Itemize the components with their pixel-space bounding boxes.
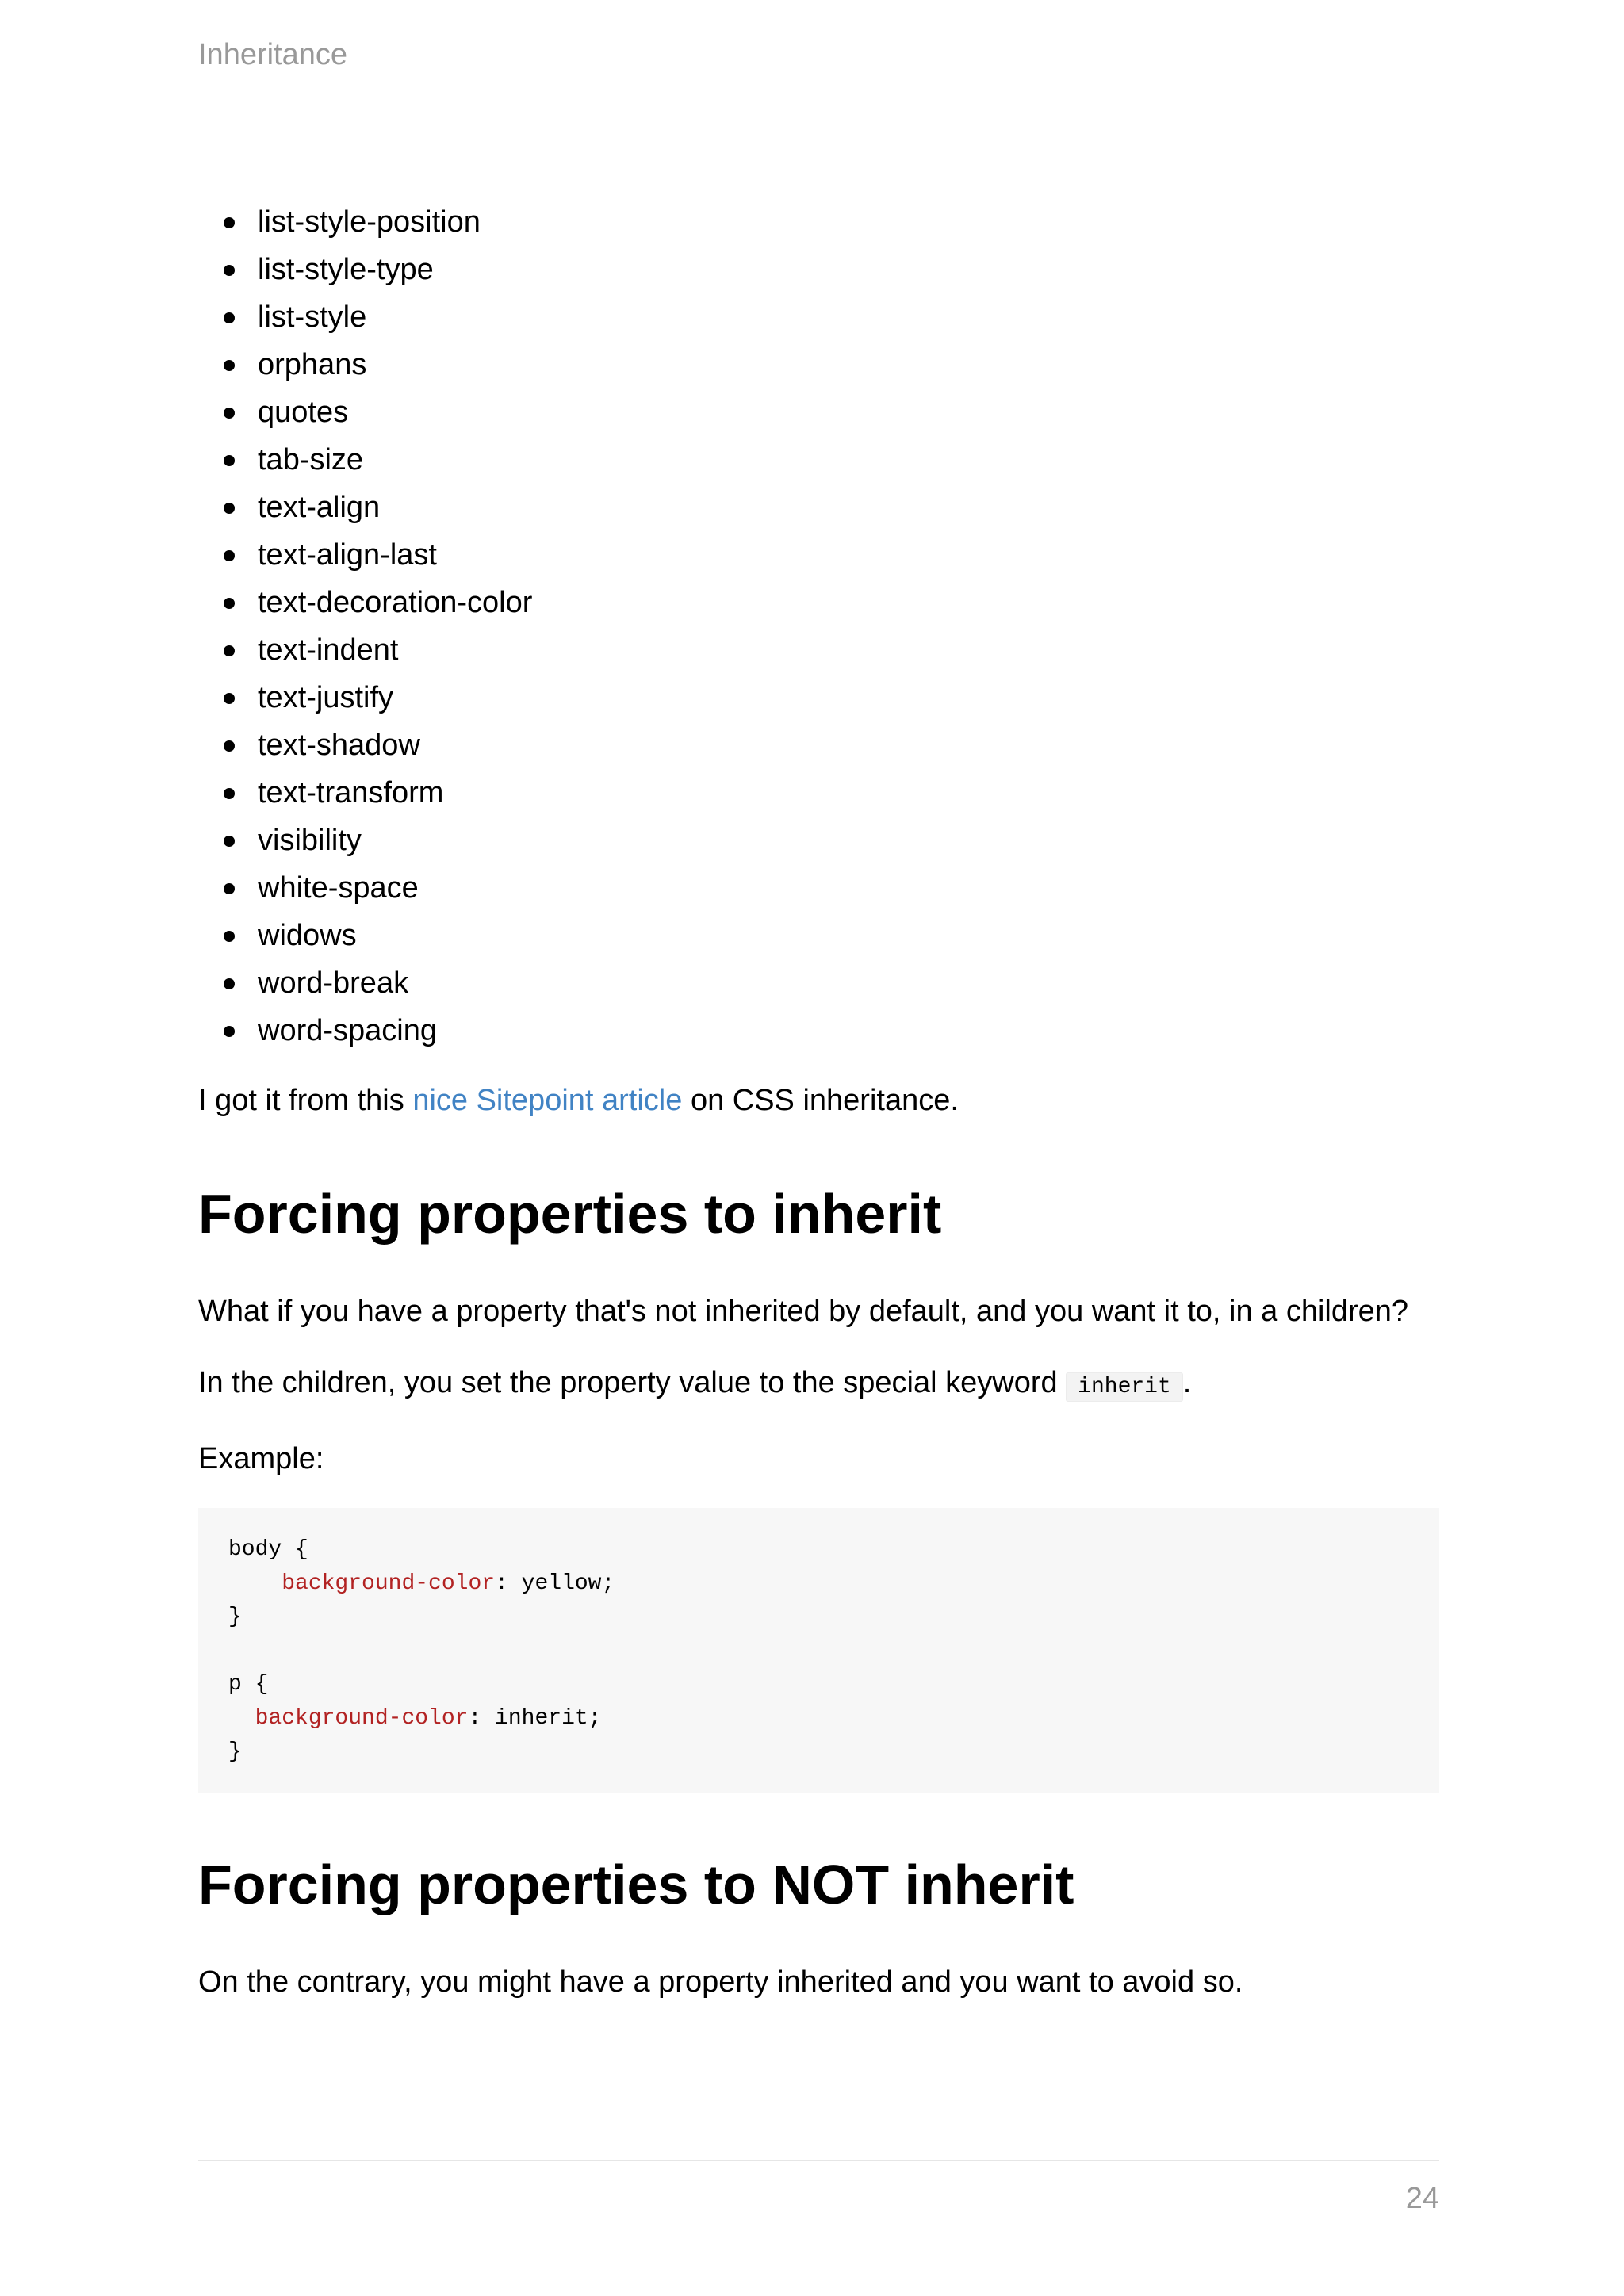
inherited-properties-list [198,198,1439,1054]
list-item: list-style [198,293,1439,341]
keyword-text-before: In the children, you set the property value to the special keyword [198,1366,1067,1399]
inline-code-inherit: inherit [1066,1372,1183,1402]
chapter-title: Inheritance [198,38,348,71]
list-item: word-break [198,959,1439,1007]
list-item: quotes [198,388,1439,436]
page-number: 24 [1405,2182,1439,2215]
list-item: text-justify [198,674,1439,721]
code-value: : inherit; [468,1705,602,1731]
list-item: list-style-position [198,198,1439,246]
contrary-paragraph: On the contrary, you might have a property inherited and you want to avoid so. [198,1965,1243,1999]
source-text-before: I got it from this [198,1084,413,1117]
section-heading-force-not-inherit: Forcing properties to NOT inherit [198,1854,1074,1915]
keyword-text-after: . [1182,1366,1192,1399]
code-line: } [228,1605,242,1629]
list-item: tab-size [198,436,1439,484]
section-heading-force-inherit: Forcing properties to inherit [198,1183,942,1245]
list-item: word-spacing [198,1007,1439,1054]
example-label: Example: [198,1442,324,1475]
code-property: background-color [282,1571,496,1596]
code-line: } [228,1739,242,1764]
code-property: background-color [255,1705,469,1731]
document-page [198,0,1439,2296]
running-header [198,38,1439,94]
code-line: p { [228,1672,269,1697]
list-item: text-indent [198,626,1439,674]
code-value: : yellow; [495,1571,615,1596]
source-text-after: on CSS inheritance. [682,1084,959,1117]
keyword-paragraph [198,1360,1439,1410]
list-item: text-transform [198,769,1439,817]
list-item: white-space [198,864,1439,912]
running-footer [198,2160,1439,2215]
list-item: orphans [198,341,1439,388]
sitepoint-article-link[interactable]: nice Sitepoint article [412,1084,683,1117]
code-indent [228,1571,282,1596]
list-item: widows [198,912,1439,959]
code-indent [228,1706,255,1731]
question-paragraph: What if you have a property that's not inherited by default, and you want it to, in a children? [198,1295,1409,1328]
code-line: body { [228,1537,308,1562]
list-item: text-shadow [198,721,1439,769]
list-item: visibility [198,817,1439,864]
list-item: text-decoration-color [198,579,1439,626]
page-content [198,198,1439,2004]
code-block [198,1508,1439,1793]
list-item: text-align [198,484,1439,531]
source-paragraph [198,1078,1439,1123]
list-item: text-align-last [198,531,1439,579]
list-item: list-style-type [198,246,1439,293]
